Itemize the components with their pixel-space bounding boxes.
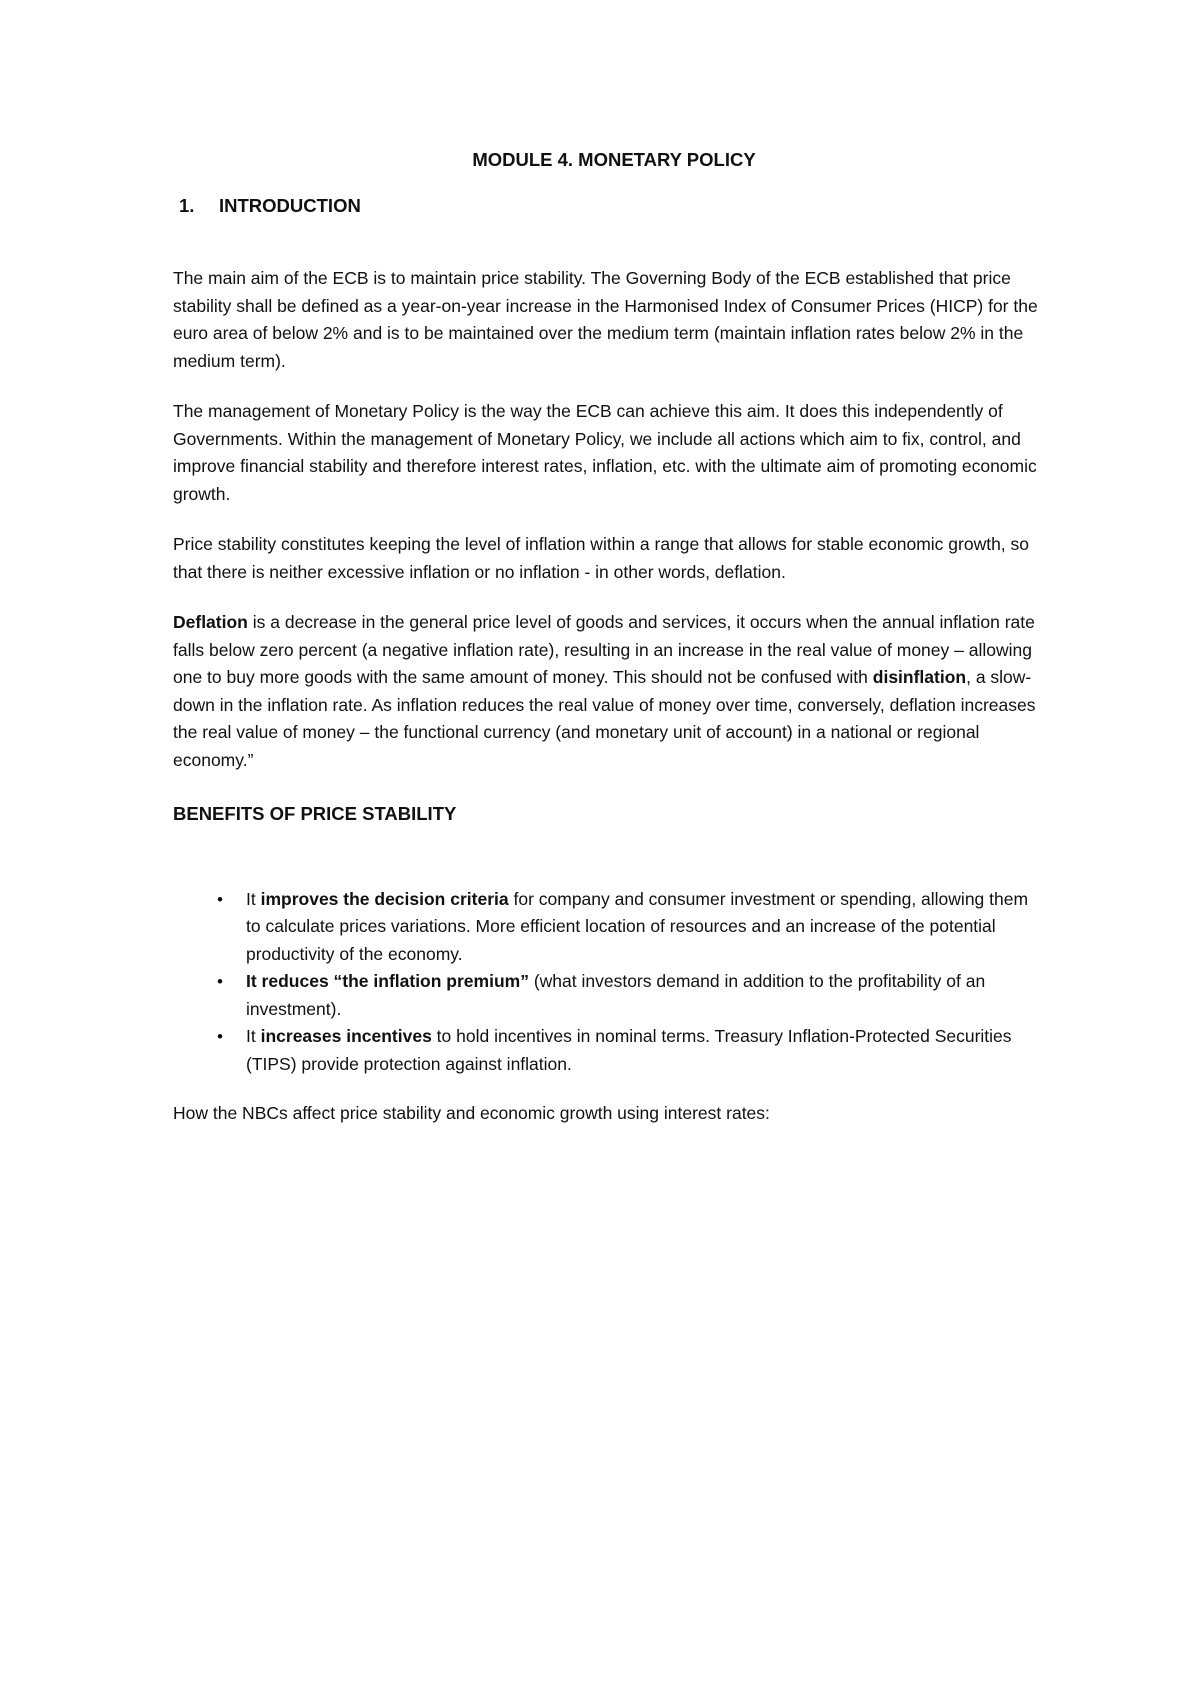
deflation-text-part1: is a decrease in the general price level of goods and services, it occurs when the annual inflation rate falls below zero percent (a negative inflation rate), resulting in an increase in the real value of money – allowing one to buy more goods with the same amount of money. This should not be confused with [173,612,1035,687]
benefit-text-post: (what investors demand in addition to the profitability of an investment). [246,971,986,1019]
term-deflation: Deflation [173,612,248,632]
bullet-icon: • [217,972,223,991]
benefit-text-post: to hold incentives in nominal terms. Treasury Inflation-Protected Securities (TIPS) provide protection against inflation. [246,1026,1012,1074]
benefit-text-bold: It reduces “the inflation premium” [246,971,529,991]
term-disinflation: disinflation [872,667,967,687]
benefit-text-post: for company and consumer investment or spending, allowing them to calculate prices variations. More efficient location of resources and an increase of the potential productivity of the economy. [246,888,1029,964]
benefit-text-bold: improves the decision criteria [260,888,509,909]
bullet-icon: • [217,1027,223,1046]
document-title: MODULE 4. MONETARY POLICY [472,149,756,170]
list-item [173,1023,1043,1078]
section-heading-introduction [173,192,1043,220]
document-body [173,146,1043,1151]
paragraph-deflation [173,609,1043,774]
benefit-text-pre: It [246,1026,261,1046]
section-number: 1. [179,194,195,216]
paragraph-ecb-aim: The main aim of the ECB is to maintain price stability. The Governing Body of the ECB established that price stability shall be defined as a year-on-year increase in the Harmonised Index of Consumer Prices (HICP) for the euro area of below 2% and is to be maintained over the medium term (maintain inflation rates below 2% in the medium term). [173,268,1038,371]
benefit-text-bold: increases incentives [260,1026,432,1046]
benefits-heading: BENEFITS OF PRICE STABILITY [173,803,457,824]
list-item [173,968,1043,1023]
benefit-text-pre: It [246,888,261,909]
deflation-text-part2: , a slow- down in the inflation rate. As inflation reduces the real value of money over time, conversely, deflation increases the real value of money – the functional currency (and monetary unit of account) in a national or regional economy.” [173,667,1036,770]
paragraph-monetary-policy: The management of Monetary Policy is the way the ECB can achieve this aim. It does this independently of Governments. Within the management of Monetary Policy, we include all actions which aim to fix, control, and improve financial stability and therefore interest rates, inflation, etc. with the ultimate aim of promoting economic growth. [173,401,1037,504]
paragraph-price-stability: Price stability constitutes keeping the level of inflation within a range that allows for stable economic growth, so that there is neither excessive inflation or no inflation - in other words, deflation. [173,534,1030,582]
section-title: INTRODUCTION [219,194,361,216]
paragraph-closing: How the NBCs affect price stability and economic growth using interest rates: [173,1103,770,1123]
benefits-list [173,886,1043,1079]
list-item [173,886,1043,969]
bullet-icon: • [217,889,223,909]
